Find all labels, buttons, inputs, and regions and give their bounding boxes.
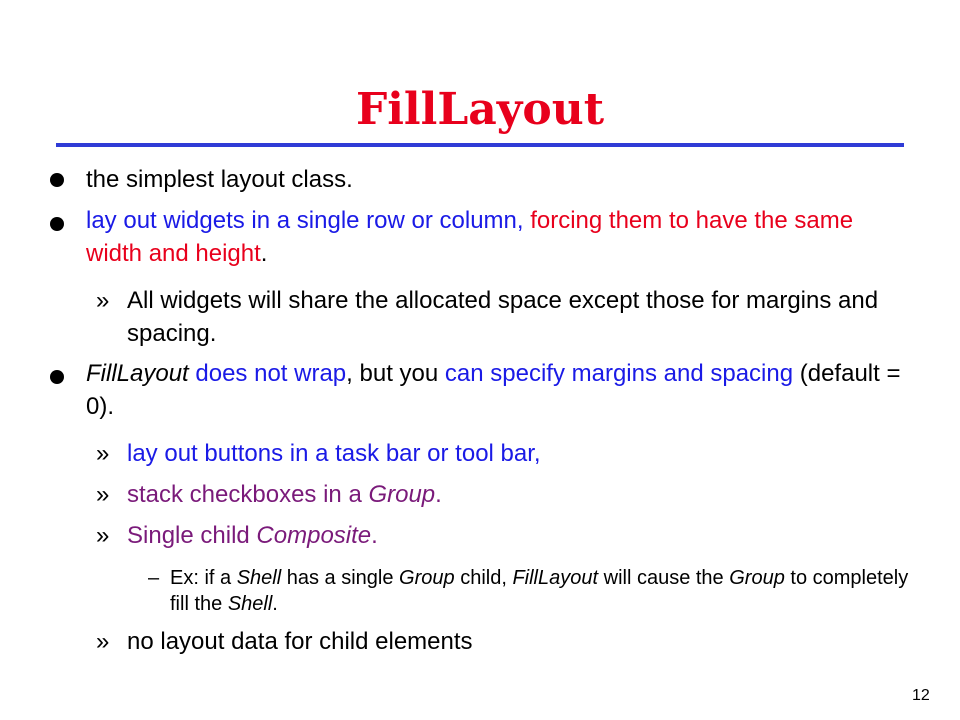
bullet-2-text-c: . [260,240,268,267]
sub-sub-bullet-3-3-a [170,565,920,617]
sub-bullet-2-1-text: All widgets will share the allocated space except those for margins and spacing. [127,287,879,347]
sub-bullet-3-1 [127,437,907,470]
sub-bullet-3-2-text-c: . [435,481,442,508]
ex-text-7: will cause the [598,567,730,589]
title-underline [56,143,904,147]
slide-title: FillLayout [355,84,605,135]
ex-text-6: FillLayout [512,567,599,589]
bullet-dot-icon [50,370,64,384]
sub-bullet-2-1 [127,284,907,350]
ex-text-3: has a single [281,567,400,589]
sub-bullet-3-2 [127,478,907,511]
bullet-3-text-a: FillLayout [86,360,189,387]
sub-bullet-marker: » [96,481,110,508]
ex-text-4: Group [399,567,455,589]
sub-bullet-3-3-text-c: . [371,522,378,549]
ex-text-2: Shell [236,567,282,589]
ex-text-5: child, [454,567,513,589]
sub-bullet-3-1-text: lay out buttons in a task bar or tool bar, [127,440,541,467]
bullet-dot-icon [50,173,64,187]
bullet-3-text-b: does not wrap [188,360,347,387]
bullet-1 [86,163,906,196]
sub-bullet-marker: » [96,440,110,467]
page-number: 12 [912,687,930,704]
bullet-3-text-e: (default = 0). [86,360,901,420]
sub-bullet-marker: » [96,628,110,655]
sub-bullet-3-3-text-b: Composite [256,522,372,549]
sub-bullet-marker: » [96,287,110,314]
sub-bullet-3-3 [127,519,907,552]
ex-text-10: Shell [227,593,273,615]
bullet-2-text-a: lay out widgets in a single row or column, [86,207,524,234]
sub-bullet-3-2-text-b: Group [368,481,436,508]
bullet-3 [86,357,906,423]
sub-bullet-3-4-text: no layout data for child elements [127,628,473,655]
bullet-2-text-b: forcing them to have the same width and height [86,207,854,267]
bullet-2 [86,204,906,270]
sub-sub-bullet-marker: – [148,567,160,589]
bullet-dot-icon [50,217,64,231]
ex-text-11: . [272,593,278,615]
ex-text-1: Ex: if a [170,567,237,589]
ex-text-8: Group [729,567,785,589]
bullet-3-text-d: can specify margins and spacing [444,360,794,387]
ex-text-9: to completely fill the [170,567,909,615]
sub-bullet-marker: » [96,522,110,549]
sub-bullet-3-2-text-a: stack checkboxes in a [127,481,369,508]
bullet-3-text-c: , but you [346,360,445,387]
sub-bullet-3-3-text-a: Single child [127,522,257,549]
bullet-1-text: the simplest layout class. [86,166,353,193]
sub-bullet-3-4 [127,625,907,658]
